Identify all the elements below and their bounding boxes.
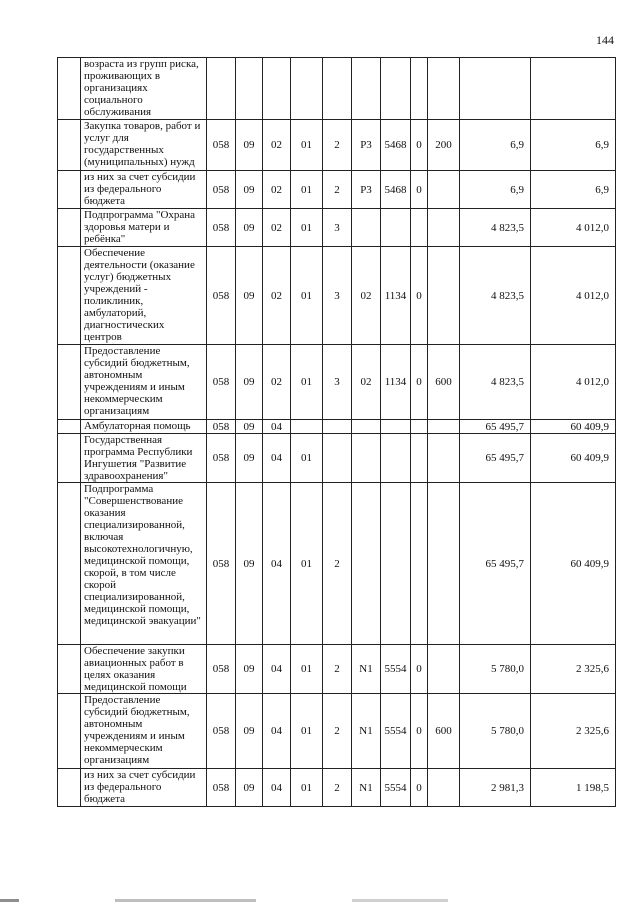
cell-sum1: 5 780,0	[460, 645, 531, 694]
cell-sum2: 2 325,6	[531, 694, 616, 769]
row-number-cell	[58, 58, 81, 120]
cell-cs5: 0	[411, 247, 428, 345]
cell-sum2: 2 325,6	[531, 645, 616, 694]
cell-cs5: 0	[411, 769, 428, 807]
page-number: 144	[596, 33, 614, 47]
table-row	[58, 434, 616, 483]
row-number-cell	[58, 171, 81, 209]
cell-sum1: 65 495,7	[460, 483, 531, 645]
cell-grbs: 058	[207, 209, 236, 247]
cell-pr: 04	[263, 769, 291, 807]
cell-cs3: Р3	[352, 171, 381, 209]
cell-name: Государственная программа Республики Ингушетия "Развитие здравоохранения"	[81, 434, 207, 483]
cell-cs3: N1	[352, 694, 381, 769]
cell-vr	[428, 420, 460, 434]
cell-grbs: 058	[207, 434, 236, 483]
cell-cs4	[381, 209, 411, 247]
cell-pr: 04	[263, 694, 291, 769]
table-row	[58, 209, 616, 247]
cell-cs3	[352, 434, 381, 483]
cell-cs3: Р3	[352, 120, 381, 171]
cell-sum1: 65 495,7	[460, 434, 531, 483]
table-row	[58, 247, 616, 345]
cell-sum1: 2 981,3	[460, 769, 531, 807]
cell-grbs: 058	[207, 769, 236, 807]
cell-name: Предоставление субсидий бюджетным, автономным учреждениям и иным некоммерческим организациям	[81, 694, 207, 769]
table-body	[58, 58, 616, 807]
cell-cs4: 5554	[381, 769, 411, 807]
table-row	[58, 645, 616, 694]
cell-cs3	[352, 58, 381, 120]
cell-grbs: 058	[207, 694, 236, 769]
cell-cs2	[323, 58, 352, 120]
cell-name: Подпрограмма "Совершенствование оказания специализированной, включая высокотехнологичную, медицинской помощи, скорой, в том числе скорой специализированной, медицинской помощи, медицинской эвакуации"	[81, 483, 207, 645]
cell-pr: 02	[263, 247, 291, 345]
table-row	[58, 769, 616, 807]
cell-grbs: 058	[207, 345, 236, 420]
cell-rz: 09	[236, 434, 263, 483]
cell-pr: 02	[263, 171, 291, 209]
row-number-cell	[58, 420, 81, 434]
cell-rz: 09	[236, 694, 263, 769]
cell-cs4	[381, 420, 411, 434]
cell-rz: 09	[236, 645, 263, 694]
cell-rz: 09	[236, 345, 263, 420]
cell-cs2: 2	[323, 120, 352, 171]
cell-cs3	[352, 209, 381, 247]
cell-cs2	[323, 420, 352, 434]
cell-rz: 09	[236, 769, 263, 807]
cell-sum2: 6,9	[531, 171, 616, 209]
cell-sum2: 6,9	[531, 120, 616, 171]
cell-cs5: 0	[411, 171, 428, 209]
cell-cs3	[352, 420, 381, 434]
row-number-cell	[58, 769, 81, 807]
cell-grbs: 058	[207, 420, 236, 434]
row-number-cell	[58, 345, 81, 420]
cell-cs3	[352, 483, 381, 645]
cell-cs4: 1134	[381, 345, 411, 420]
table-row	[58, 171, 616, 209]
table-row	[58, 694, 616, 769]
row-number-cell	[58, 120, 81, 171]
cell-pr: 04	[263, 483, 291, 645]
cell-name: Амбулаторная помощь	[81, 420, 207, 434]
cell-name: из них за счет субсидии из федерального бюджета	[81, 171, 207, 209]
cell-cs1: 01	[291, 483, 323, 645]
cell-grbs: 058	[207, 120, 236, 171]
row-number-cell	[58, 209, 81, 247]
cell-grbs: 058	[207, 645, 236, 694]
cell-cs5: 0	[411, 120, 428, 171]
cell-cs1: 01	[291, 645, 323, 694]
cell-sum1: 4 823,5	[460, 345, 531, 420]
cell-cs2: 2	[323, 483, 352, 645]
cell-cs2: 3	[323, 247, 352, 345]
cell-cs3: 02	[352, 345, 381, 420]
cell-cs1: 01	[291, 434, 323, 483]
row-number-cell	[58, 434, 81, 483]
cell-cs4	[381, 58, 411, 120]
row-number-cell	[58, 694, 81, 769]
cell-rz: 09	[236, 247, 263, 345]
cell-name: Обеспечение деятельности (оказание услуг) бюджетных учреждений - поликлиник, амбулаторий, диагностических центров	[81, 247, 207, 345]
cell-vr	[428, 483, 460, 645]
cell-name: из них за счет субсидии из федерального бюджета	[81, 769, 207, 807]
cell-cs2: 2	[323, 171, 352, 209]
cell-name: Закупка товаров, работ и услуг для государственных (муниципальных) нужд	[81, 120, 207, 171]
cell-cs4	[381, 434, 411, 483]
cell-cs1	[291, 420, 323, 434]
table-row	[58, 483, 616, 645]
budget-table	[57, 57, 616, 807]
cell-cs5	[411, 209, 428, 247]
cell-cs2: 2	[323, 694, 352, 769]
cell-name: Предоставление субсидий бюджетным, автономным учреждениям и иным некоммерческим организациям	[81, 345, 207, 420]
cell-grbs: 058	[207, 171, 236, 209]
row-number-cell	[58, 483, 81, 645]
cell-cs5: 0	[411, 345, 428, 420]
cell-sum1	[460, 58, 531, 120]
cell-pr: 04	[263, 420, 291, 434]
cell-cs5	[411, 483, 428, 645]
row-number-cell	[58, 247, 81, 345]
cell-cs5	[411, 58, 428, 120]
cell-sum1: 4 823,5	[460, 209, 531, 247]
cell-rz: 09	[236, 171, 263, 209]
cell-name: Обеспечение закупки авиационных работ в целях оказания медицинской помощи	[81, 645, 207, 694]
cell-sum2: 4 012,0	[531, 209, 616, 247]
cell-sum2	[531, 58, 616, 120]
cell-vr: 600	[428, 345, 460, 420]
cell-vr: 200	[428, 120, 460, 171]
cell-grbs: 058	[207, 483, 236, 645]
cell-name: возраста из групп риска, проживающих в организациях социального обслуживания	[81, 58, 207, 120]
table-row	[58, 58, 616, 120]
row-number-cell	[58, 645, 81, 694]
table-row	[58, 345, 616, 420]
cell-pr: 02	[263, 120, 291, 171]
cell-cs1	[291, 58, 323, 120]
scan-edge-mark	[0, 899, 640, 902]
cell-pr: 04	[263, 645, 291, 694]
cell-vr	[428, 209, 460, 247]
table-row	[58, 120, 616, 171]
cell-rz: 09	[236, 120, 263, 171]
cell-cs5: 0	[411, 694, 428, 769]
cell-cs2: 2	[323, 645, 352, 694]
cell-cs2: 2	[323, 769, 352, 807]
cell-sum1: 65 495,7	[460, 420, 531, 434]
cell-pr	[263, 58, 291, 120]
cell-cs4: 1134	[381, 247, 411, 345]
cell-rz: 09	[236, 420, 263, 434]
cell-vr	[428, 645, 460, 694]
cell-sum1: 4 823,5	[460, 247, 531, 345]
cell-rz: 09	[236, 483, 263, 645]
cell-vr: 600	[428, 694, 460, 769]
cell-grbs	[207, 58, 236, 120]
cell-vr	[428, 58, 460, 120]
cell-sum1: 6,9	[460, 120, 531, 171]
cell-cs3: N1	[352, 645, 381, 694]
cell-cs4: 5468	[381, 171, 411, 209]
table-row	[58, 420, 616, 434]
cell-sum2: 4 012,0	[531, 345, 616, 420]
cell-cs1: 01	[291, 247, 323, 345]
cell-cs2: 3	[323, 209, 352, 247]
cell-sum1: 5 780,0	[460, 694, 531, 769]
cell-cs4	[381, 483, 411, 645]
cell-cs3: 02	[352, 247, 381, 345]
cell-cs2: 3	[323, 345, 352, 420]
cell-cs4: 5554	[381, 694, 411, 769]
cell-sum2: 60 409,9	[531, 420, 616, 434]
cell-sum2: 60 409,9	[531, 483, 616, 645]
cell-pr: 02	[263, 209, 291, 247]
cell-cs4: 5468	[381, 120, 411, 171]
cell-cs1: 01	[291, 171, 323, 209]
cell-vr	[428, 434, 460, 483]
cell-cs5: 0	[411, 645, 428, 694]
cell-sum2: 4 012,0	[531, 247, 616, 345]
cell-pr: 04	[263, 434, 291, 483]
cell-sum2: 60 409,9	[531, 434, 616, 483]
cell-cs4: 5554	[381, 645, 411, 694]
cell-cs1: 01	[291, 769, 323, 807]
cell-cs5	[411, 420, 428, 434]
cell-cs3: N1	[352, 769, 381, 807]
cell-sum2: 1 198,5	[531, 769, 616, 807]
cell-cs1: 01	[291, 120, 323, 171]
cell-rz	[236, 58, 263, 120]
cell-cs5	[411, 434, 428, 483]
cell-name: Подпрограмма "Охрана здоровья матери и ребёнка"	[81, 209, 207, 247]
cell-cs1: 01	[291, 694, 323, 769]
cell-cs2	[323, 434, 352, 483]
cell-sum1: 6,9	[460, 171, 531, 209]
cell-cs1: 01	[291, 345, 323, 420]
cell-grbs: 058	[207, 247, 236, 345]
cell-rz: 09	[236, 209, 263, 247]
cell-cs1: 01	[291, 209, 323, 247]
cell-vr	[428, 171, 460, 209]
cell-pr: 02	[263, 345, 291, 420]
cell-vr	[428, 247, 460, 345]
cell-vr	[428, 769, 460, 807]
